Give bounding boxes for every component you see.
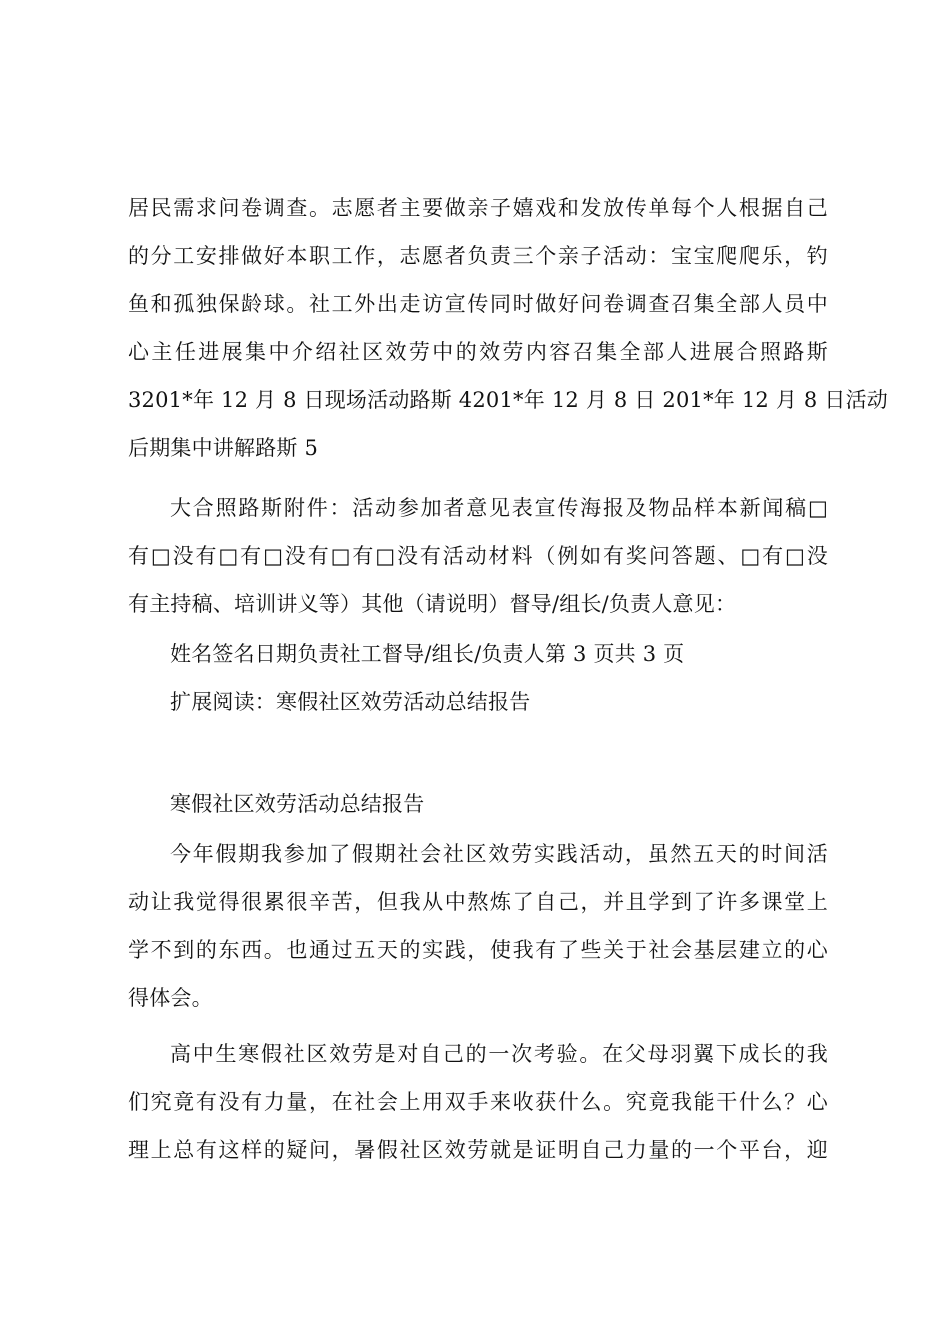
body-text-line: 得体会。 xyxy=(128,986,213,1010)
body-text-line: 动让我觉得很累很辛苦，但我从中熬炼了自己，并且学到了许多课堂上 xyxy=(128,890,828,914)
body-text-line: 心主任进展集中介绍社区效劳中的效劳内容召集全部人进展合照路斯 xyxy=(128,340,828,364)
body-text-line: 后期集中讲解路斯 5 xyxy=(128,436,319,460)
body-text-line: 理上总有这样的疑问，暑假社区效劳就是证明自己力量的一个平台，迎 xyxy=(128,1138,828,1162)
body-text-line: 有□没有□有□没有□有□没有活动材料（例如有奖问答题、□有□没 xyxy=(128,544,828,568)
paragraph-first-line: 高中生寒假社区效劳是对自己的一次考验。在父母羽翼下成长的我 xyxy=(170,1042,828,1066)
extended-reading-line: 扩展阅读：寒假社区效劳活动总结报告 xyxy=(170,690,531,714)
body-text-line: 学不到的东西。也通过五天的实践，使我有了些关于社会基层建立的心 xyxy=(128,938,828,962)
paragraph-first-line: 大合照路斯附件：活动参加者意见表宣传海报及物品样本新闻稿□ xyxy=(170,496,828,520)
body-text-line: 3201*年 12 月 8 日现场活动路斯 4201*年 12 月 8 日 201*年 12 月 8 日活动 xyxy=(128,388,888,412)
body-text-line: 有主持稿、培训讲义等）其他（请说明）督导/组长/负责人意见： xyxy=(128,592,737,616)
signature-line: 姓名签名日期负责社工督导/组长/负责人第 3 页共 3 页 xyxy=(170,642,685,666)
body-text-line: 鱼和孤独保龄球。社工外出走访宣传同时做好问卷调查召集全部人员中 xyxy=(128,292,828,316)
paragraph-first-line: 今年假期我参加了假期社会社区效劳实践活动，虽然五天的时间活 xyxy=(170,842,828,866)
body-text-line: 居民需求问卷调查。志愿者主要做亲子嬉戏和发放传单每个人根据自己 xyxy=(128,196,828,220)
body-text-line: 的分工安排做好本职工作，志愿者负责三个亲子活动：宝宝爬爬乐，钓 xyxy=(128,244,828,268)
body-text-line: 们究竟有没有力量，在社会上用双手来收获什么。究竟我能干什么？心 xyxy=(128,1090,828,1114)
section-title: 寒假社区效劳活动总结报告 xyxy=(170,792,425,816)
